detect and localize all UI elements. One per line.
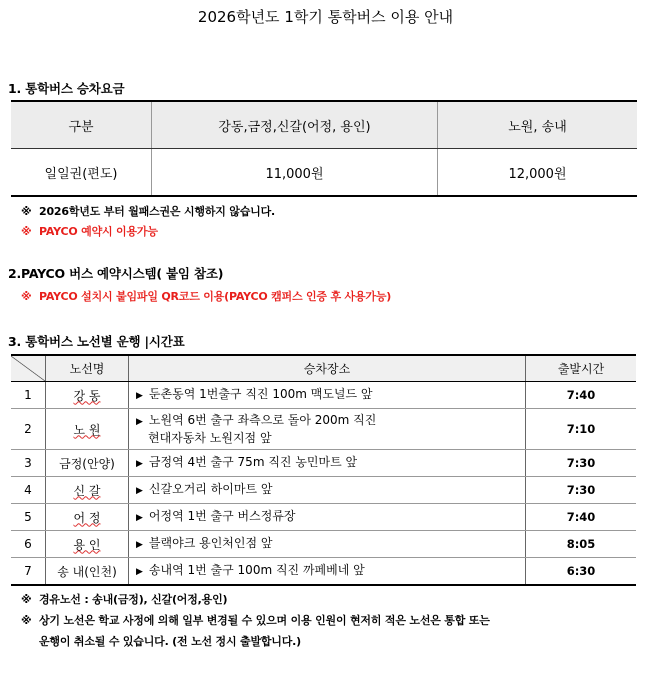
table-row: 3 금정(안양) ▶ 금정역 4번 출구 75m 직진 농민마트 앞 7:30 [11,450,636,477]
section3-heading: 3. 통학버스 노선별 운행 |시간표 [8,334,185,349]
fare-price-gangdong: 11,000원 [152,149,438,197]
boarding-place: ▶ 어정역 1번 출구 버스정류장 [129,504,526,531]
note-mark: ※ [21,593,32,606]
timetable [11,354,636,586]
fare-row [11,149,637,197]
departure-time: 7:40 [526,382,637,409]
boarding-place: ▶ 노원역 6번 출구 좌측으로 돌아 200m 직진 현대자동차 노원지점 앞 [129,409,526,450]
fare-price-nowon: 12,000원 [438,149,638,197]
boarding-place: ▶ 블랙야크 용인처인점 앞 [129,531,526,558]
timetable-header-route: 노선명 [46,355,129,382]
fare-header-category: 구분 [11,101,152,149]
bullet-icon: ▶ [136,459,143,469]
note-route-cancel: 운행이 취소될 수 있습니다. (전 노선 정시 출발합니다.) [39,635,301,648]
note-via-routes: ※ 경유노선 : 송내(금정), 신갈(어정,용인) [21,593,228,606]
departure-time: 7:30 [526,477,637,504]
note-mark: ※ [21,290,32,303]
bullet-icon: ▶ [136,540,143,550]
boarding-place: ▶ 둔촌동역 1번출구 직진 100m 맥도널드 앞 [129,382,526,409]
route-name: 어 정 [73,510,101,525]
section2-heading: 2.PAYCO 버스 예약시스템( 붙임 참조) [8,266,224,281]
route-name: 용 인 [73,537,101,552]
note-mark: ※ [21,225,32,238]
boarding-place: ▶ 금정역 4번 출구 75m 직진 농민마트 앞 [129,450,526,477]
table-row: 5 어 정 ▶ 어정역 1번 출구 버스정류장 7:40 [11,504,636,531]
departure-time: 7:30 [526,450,637,477]
route-name: 강 동 [73,388,101,403]
timetable-header-corner [11,355,46,382]
table-row: 4 신 갈 ▶ 신갈오거리 하이마트 앞 7:30 [11,477,636,504]
table-row: 7 송 내(인천) ▶ 송내역 1번 출구 100m 직진 까페베네 앞 6:30 [11,558,636,586]
note-monthly-pass: ※ 2026학년도 부터 월패스권은 시행하지 않습니다. [21,205,275,218]
timetable-header-row [11,355,636,382]
departure-time: 7:40 [526,504,637,531]
route-name: 노 원 [73,422,101,437]
bullet-icon: ▶ [136,567,143,577]
bullet-icon: ▶ [136,391,143,401]
note-mark: ※ [21,614,32,627]
note-payco-qr: ※ PAYCO 설치시 붙임파일 QR코드 이용(PAYCO 캠퍼스 인증 후 사용가능) [21,290,392,303]
timetable-header-place: 승차장소 [129,355,526,382]
departure-time: 8:05 [526,531,637,558]
timetable-header-time: 출발시간 [526,355,637,382]
table-row: 2 노 원 ▶ 노원역 6번 출구 좌측으로 돌아 200m 직진 현대자동차 노원지점 앞 7:10 [11,409,636,450]
table-row: 1 강 동 ▶ 둔촌동역 1번출구 직진 100m 맥도널드 앞 7:40 [11,382,636,409]
note-route-change: ※ 상기 노선은 학교 사정에 의해 일부 변경될 수 있으며 이용 인원이 현저히 적은 노선은 통합 또는 [21,614,490,627]
fare-header-nowon: 노원, 송내 [438,101,638,149]
route-name: 송 내(인천) [57,564,117,579]
bullet-icon: ▶ [136,486,143,496]
departure-time: 7:10 [526,409,637,450]
section1-heading: 1. 통학버스 승차요금 [8,81,125,96]
route-name: 신 갈 [73,483,101,498]
table-row: 6 용 인 ▶ 블랙야크 용인처인점 앞 8:05 [11,531,636,558]
fare-header-gangdong: 강동,금정,신갈(어정, 용인) [152,101,438,149]
note-payco: ※ PAYCO 예약시 이용가능 [21,225,158,238]
bullet-icon: ▶ [136,417,143,427]
boarding-place: ▶ 송내역 1번 출구 100m 직진 까페베네 앞 [129,558,526,586]
note-mark: ※ [21,205,32,218]
bullet-icon: ▶ [136,513,143,523]
page-title: 2026학년도 1학기 통학버스 이용 안내 [197,8,454,26]
fare-header-row [11,101,637,149]
departure-time: 6:30 [526,558,637,586]
boarding-place: ▶ 신갈오거리 하이마트 앞 [129,477,526,504]
fare-type: 일일권(편도) [44,166,118,182]
route-name: 금정(안양) [59,456,115,471]
fare-table [11,100,637,197]
